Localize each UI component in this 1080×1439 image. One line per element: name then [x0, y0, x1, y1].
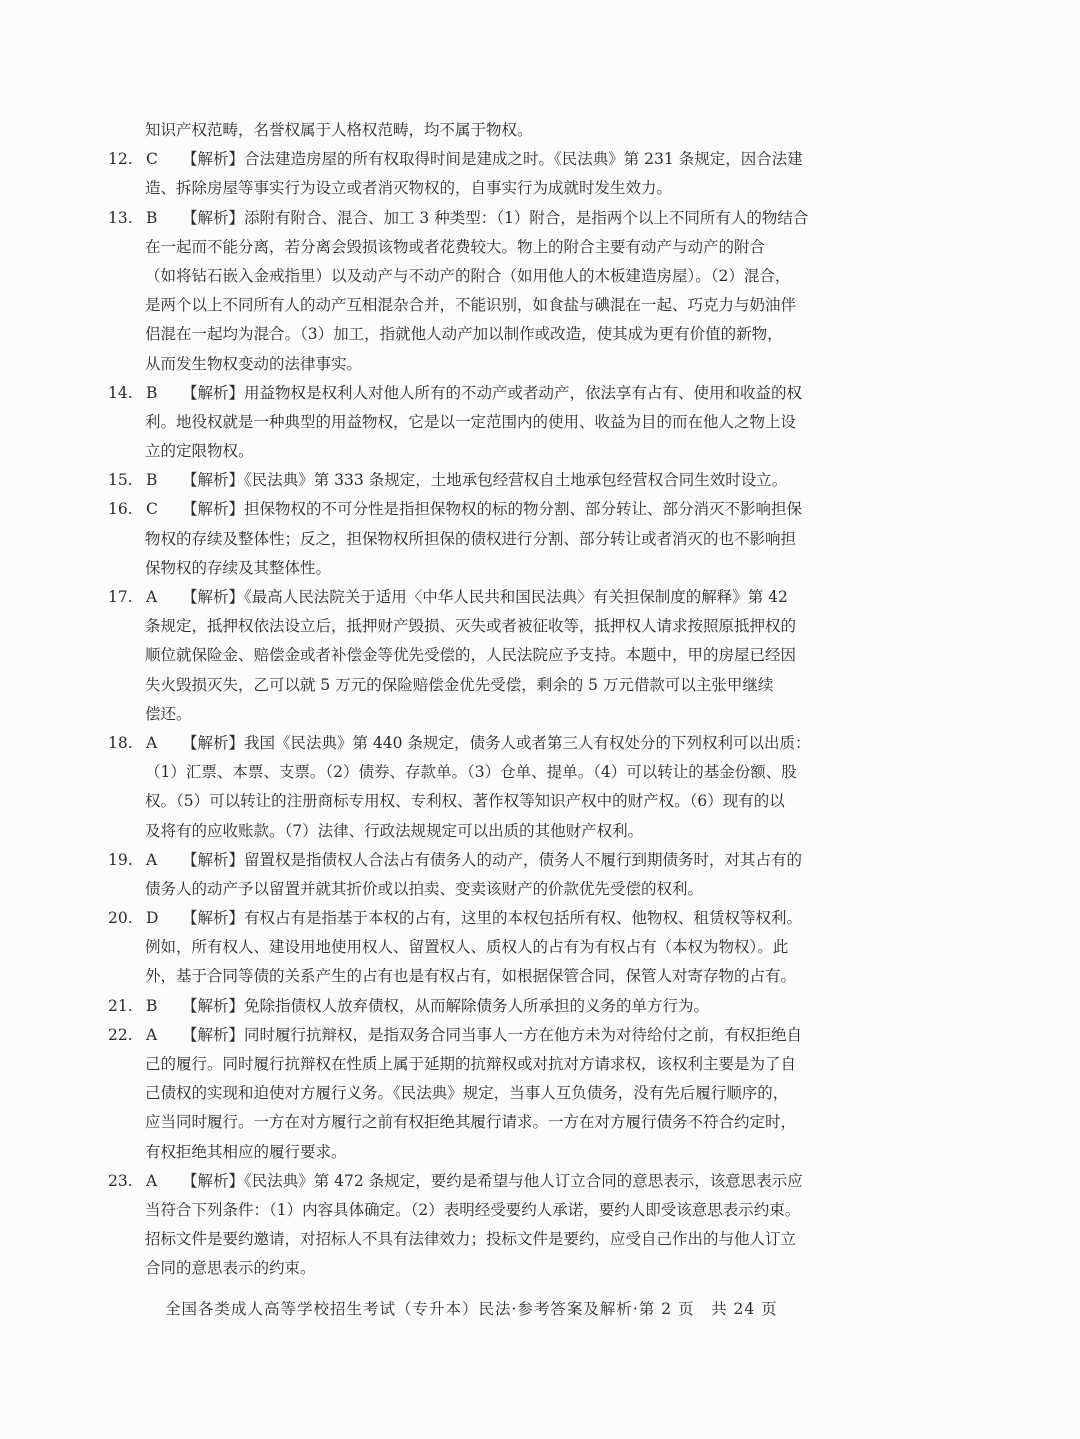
explanation-line: 及将有的应收账款。（7）法律、行政法规规定可以出质的其他财产权利。	[145, 821, 644, 840]
explanation-line: 失火毁损灭失，乙可以就 5 万元的保险赔偿金优先受偿，剩余的 5 万元借款可以主张甲继续	[145, 675, 774, 694]
explanation-line: 合同的意思表示的约束。	[145, 1259, 316, 1278]
explanation-text: 【解析】《民法典》第 472 条规定，要约是希望与他人订立合同的意思表示，该意思表示应	[182, 1171, 803, 1190]
explanation-line: 例如，所有权人、建设用地使用权人、留置权人、质权人的占有为有权占有（本权为物权）。此	[145, 938, 789, 957]
explanation-line: 立的定限物权。	[145, 442, 254, 461]
explanation-line: （1）汇票、本票、支票。（2）债券、存款单。（3）仓单、提单。（4）可以转让的基金份额、股	[145, 763, 797, 782]
explanation-line: 条规定，抵押权依法设立后，抵押财产毁损、灭失或者被征收等，抵押权人请求按照原抵押权的	[145, 617, 797, 636]
footer-text: 全国各类成人高等学校招生考试（专升本）民法·参考答案及解析·第 2 页 共 24 页	[165, 1300, 778, 1318]
answer-head-line: 20. D 【解析】有权占有是指基于本权的占有，这里的本权包括所有权、他物权、租赁权等权利。	[0, 904, 1080, 933]
answer-item	[0, 1021, 1080, 1167]
continuation-line: 知识产权范畴，名誉权属于人格权范畴，均不属于物权。	[145, 121, 533, 139]
question-number: 13.	[108, 208, 133, 227]
explanation-text: 【解析】免除指债权人放弃债权，从而解除债务人所承担的义务的单方行为。	[182, 996, 710, 1015]
explanation-line: 是两个以上不同所有人的动产互相混杂合并，不能识别，如食盐与碘混在一起、巧克力与奶油伴	[145, 296, 797, 315]
question-number: 12.	[108, 150, 133, 169]
explanation-line: 侣混在一起均为混合。（3）加工，指就他人动产加以制作或改造，使其成为更有价值的新物，	[145, 325, 783, 344]
explanation-line: 债务人的动产予以留置并就其折价或以拍卖、变卖该财产的价款优先受偿的权利。	[145, 879, 704, 898]
answer-item	[0, 1167, 1080, 1284]
answer-item	[0, 583, 1080, 729]
explanation-line: 招标文件是要约邀请，对招标人不具有法律效力；投标文件是要约，应受自己作出的与他人订立	[145, 1230, 797, 1249]
answer-head-line: 22. A 【解析】同时履行抗辩权，是指双务合同当事人一方在他方未为对待给付之前，有权拒绝自	[0, 1021, 1080, 1050]
answer-item	[0, 204, 1080, 379]
answer-item	[0, 145, 1080, 203]
answer-item	[0, 495, 1080, 583]
question-number: 23.	[108, 1171, 133, 1190]
question-number: 16.	[108, 500, 133, 519]
explanation-line: 在一起而不能分离，若分离会毁损该物或者花费较大。物上的附合主要有动产与动产的附合	[145, 237, 766, 256]
explanation-line: 保物权的存续及其整体性。	[145, 558, 332, 577]
explanation-text: 【解析】担保物权的不可分性是指担保物权的标的物分割、部分转让、部分消灭不影响担保	[182, 500, 803, 519]
question-number: 15.	[108, 471, 133, 490]
answer-item	[0, 466, 1080, 495]
question-number: 14.	[108, 383, 133, 402]
explanation-text: 【解析】合法建造房屋的所有权取得时间是建成之时。《民法典》第 231 条规定，因合法建	[182, 150, 803, 169]
explanation-text: 【解析】有权占有是指基于本权的占有，这里的本权包括所有权、他物权、租赁权等权利。	[182, 909, 803, 928]
explanation-line: （如将钻石嵌入金戒指里）以及动产与不动产的附合（如用他人的木板建造房屋）。（2）混合，	[145, 266, 791, 285]
answer-head-line: 18. A 【解析】我国《民法典》第 440 条规定，债务人或者第三人有权处分的下列权利可以出质：	[0, 729, 1080, 758]
answer-item	[0, 729, 1080, 846]
explanation-text: 【解析】我国《民法典》第 440 条规定，债务人或者第三人有权处分的下列权利可以出质：	[182, 733, 811, 752]
explanation-line: 有权拒绝其相应的履行要求。	[145, 1142, 347, 1161]
answer-item	[0, 904, 1080, 992]
explanation-line: 己的履行。同时履行抗辩权在性质上属于延期的抗辩权或对抗对方请求权，该权利主要是为了自	[145, 1055, 797, 1073]
explanation-text: 【解析】同时履行抗辩权，是指双务合同当事人一方在他方未为对待给付之前，有权拒绝自	[182, 1025, 803, 1044]
explanation-line: 利。地役权就是一种典型的用益物权，它是以一定范围内的使用、收益为目的而在他人之物上设	[145, 412, 797, 431]
explanation-text: 【解析】留置权是指债权人合法占有债务人的动产，债务人不履行到期债务时，对其占有的	[182, 850, 803, 869]
question-number: 22.	[108, 1025, 133, 1044]
explanation-line: 当符合下列条件：（1）内容具体确定。（2）表明经受要约人承诺，要约人即受该意思表示约束。	[145, 1200, 801, 1219]
question-number: 18.	[108, 733, 133, 752]
answer-head-line: 12. C 【解析】合法建造房屋的所有权取得时间是建成之时。《民法典》第 231 条规定，因合法建	[0, 145, 1080, 174]
explanation-line: 应当同时履行。一方在对方履行之前有权拒绝其履行请求。一方在对方履行债务不符合约定时，	[145, 1113, 797, 1132]
question-number: 17.	[108, 588, 133, 606]
question-number: 19.	[108, 850, 133, 869]
explanation-line: 偿还。	[145, 704, 192, 723]
explanation-line: 权。（5）可以转让的注册商标专用权、专利权、著作权等知识产权中的财产权。（6）现有的以	[145, 792, 785, 811]
answer-list	[0, 116, 1080, 1284]
answer-head-line: 15. B 【解析】《民法典》第 333 条规定，土地承包经营权自土地承包经营权合同生效时设立。	[0, 466, 1080, 495]
answer-head-line: 13. B 【解析】添附有附合、混合、加工 3 种类型：（1）附合，是指两个以上不同所有人的物结合	[0, 204, 1080, 233]
explanation-line: 顺位就保险金、赔偿金或者补偿金等优先受偿的，人民法院应予支持。本题中，甲的房屋已经因	[145, 646, 797, 665]
explanation-text: 【解析】《民法典》第 333 条规定，土地承包经营权自土地承包经营权合同生效时设立。	[182, 471, 788, 490]
explanation-line: 物权的存续及整体性；反之，担保物权所担保的债权进行分割、部分转让或者消灭的也不影响担	[145, 529, 797, 548]
answer-head-line: 16. C 【解析】担保物权的不可分性是指担保物权的标的物分割、部分转让、部分消灭不影响担保	[0, 495, 1080, 524]
explanation-text: 【解析】用益物权是权利人对他人所有的不动产或者动产，依法享有占有、使用和收益的权	[182, 383, 803, 402]
explanation-text: 【解析】《最高人民法院关于适用〈中华人民共和国民法典〉有关担保制度的解释》第 42	[182, 588, 788, 606]
answer-head-line: 19. A 【解析】留置权是指债权人合法占有债务人的动产，债务人不履行到期债务时，对其占有的	[0, 846, 1080, 875]
question-number: 20.	[108, 909, 133, 928]
answer-head-line: 17. A 【解析】《最高人民法院关于适用〈中华人民共和国民法典〉有关担保制度的解释》第 42	[0, 583, 1080, 612]
explanation-text: 【解析】添附有附合、混合、加工 3 种类型：（1）附合，是指两个以上不同所有人的物结合	[182, 208, 809, 227]
question-number: 21.	[108, 996, 133, 1015]
explanation-line: 外，基于合同等债的关系产生的占有也是有权占有，如根据保管合同，保管人对寄存物的占有。	[145, 967, 797, 986]
answer-item	[0, 846, 1080, 904]
explanation-line: 己债权的实现和迫使对方履行义务。《民法典》规定，当事人互负债务，没有先后履行顺序的，	[145, 1084, 789, 1103]
answer-item	[0, 379, 1080, 467]
answer-head-line: 21. B 【解析】免除指债权人放弃债权，从而解除债务人所承担的义务的单方行为。	[0, 992, 1080, 1021]
answer-head-line: 14. B 【解析】用益物权是权利人对他人所有的不动产或者动产，依法享有占有、使用和收益的权	[0, 379, 1080, 408]
explanation-line: 造、拆除房屋等事实行为设立或者消灭物权的，自事实行为成就时发生效力。	[145, 179, 673, 198]
explanation-line: 从而发生物权变动的法律事实。	[145, 354, 363, 373]
answer-item	[0, 992, 1080, 1021]
answer-head-line: 23. A 【解析】《民法典》第 472 条规定，要约是希望与他人订立合同的意思表示，该意思表示应	[0, 1167, 1080, 1196]
